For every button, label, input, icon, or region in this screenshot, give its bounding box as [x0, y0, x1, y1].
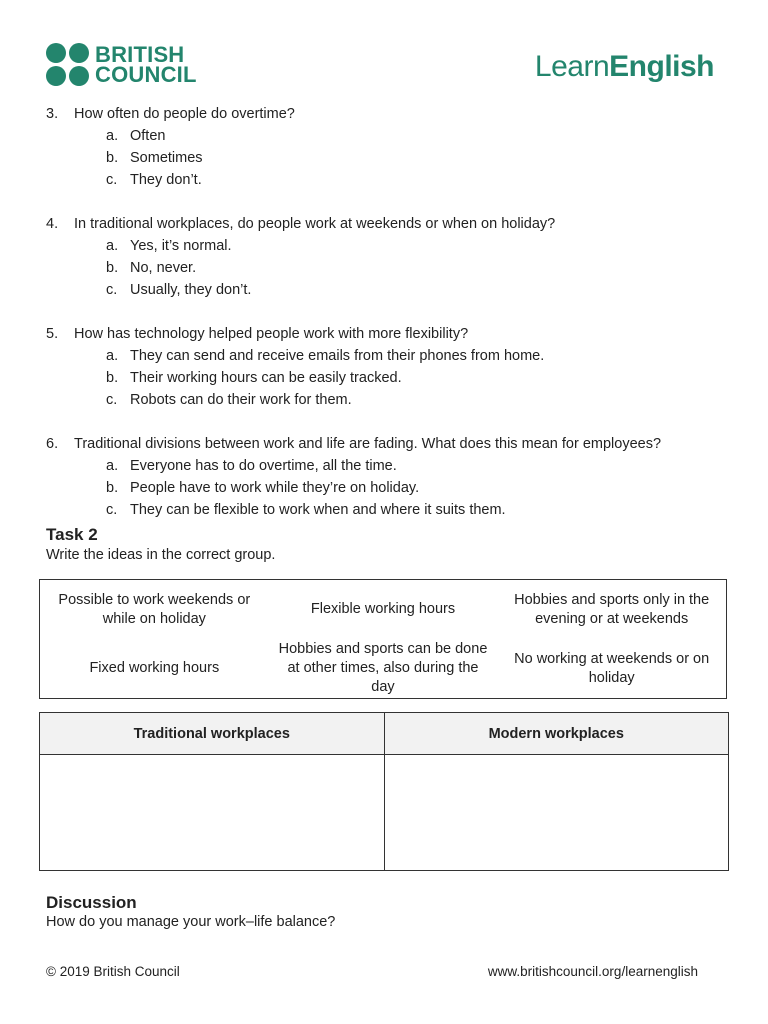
question-item	[46, 213, 746, 301]
logo-dots-icon	[46, 43, 89, 86]
option-letter: c.	[106, 502, 118, 518]
question-list	[46, 103, 746, 543]
idea-item: Hobbies and sports can be done at other times, also during the day	[278, 641, 488, 695]
question-text: How has technology helped people work with more flexibility?	[74, 326, 469, 342]
question-number: 3.	[46, 106, 59, 122]
column-header-traditional: Traditional workplaces	[40, 713, 384, 755]
idea-item: Hobbies and sports only in the evening or at weekends	[514, 591, 710, 627]
option-letter: b.	[106, 370, 119, 386]
option-text: No, never.	[130, 260, 197, 276]
question-text: How often do people do overtime?	[74, 106, 295, 122]
footer-copyright: © 2019 British Council	[46, 964, 180, 979]
option-letter: c.	[106, 172, 118, 188]
idea-item: Fixed working hours	[89, 660, 220, 676]
option-text: Their working hours can be easily tracked.	[130, 370, 402, 386]
option-text: Robots can do their work for them.	[130, 392, 352, 408]
option-letter: b.	[106, 480, 119, 496]
grouping-table	[39, 712, 729, 871]
option-letter: a.	[106, 238, 119, 254]
option-letter: a.	[106, 128, 119, 144]
idea-item: Possible to work weekends or while on holiday	[58, 591, 251, 627]
modern-column	[384, 713, 729, 870]
question-number: 5.	[46, 326, 59, 342]
question-text: In traditional workplaces, do people work at weekends or when on holiday?	[74, 216, 556, 232]
option-text: They can be flexible to work when and where it suits them.	[130, 502, 506, 518]
task-2-title: Task 2	[46, 525, 98, 544]
traditional-column	[40, 713, 384, 870]
british-council-logo	[46, 43, 197, 86]
footer-url[interactable]: www.britishcouncil.org/learnenglish	[487, 964, 698, 979]
option-text: They can send and receive emails from their phones from home.	[130, 348, 545, 364]
task-2-instruction: Write the ideas in the correct group.	[46, 547, 276, 563]
option-text: Usually, they don’t.	[130, 282, 252, 298]
option-text: Sometimes	[130, 150, 203, 166]
answer-area-traditional[interactable]	[40, 755, 384, 870]
option-letter: b.	[106, 260, 119, 276]
question-item	[46, 103, 746, 191]
learnenglish-logo: LearnEnglish	[534, 50, 714, 83]
option-letter: a.	[106, 348, 119, 364]
idea-item: No working at weekends or on holiday	[514, 650, 710, 686]
option-text: They don’t.	[130, 172, 202, 188]
option-text: Often	[130, 128, 166, 144]
ideas-box	[39, 579, 727, 699]
discussion-question: How do you manage your work–life balance?	[46, 914, 336, 930]
column-header-modern: Modern workplaces	[385, 713, 729, 755]
option-letter: c.	[106, 392, 118, 408]
question-number: 4.	[46, 216, 59, 232]
question-number: 6.	[46, 436, 59, 452]
question-item	[46, 433, 746, 521]
option-text: Yes, it’s normal.	[130, 238, 232, 254]
answer-area-modern[interactable]	[385, 755, 729, 870]
option-letter: c.	[106, 282, 118, 298]
option-letter: a.	[106, 458, 119, 474]
option-letter: b.	[106, 150, 119, 166]
question-item	[46, 323, 746, 411]
discussion-title: Discussion	[46, 893, 137, 912]
idea-item: Flexible working hours	[310, 601, 456, 617]
option-text: People have to work while they’re on holiday.	[130, 480, 420, 496]
option-text: Everyone has to do overtime, all the time.	[130, 458, 397, 474]
question-text: Traditional divisions between work and life are fading. What does this mean for employees?	[74, 436, 662, 452]
brand-name: BRITISH COUNCIL	[95, 41, 197, 87]
